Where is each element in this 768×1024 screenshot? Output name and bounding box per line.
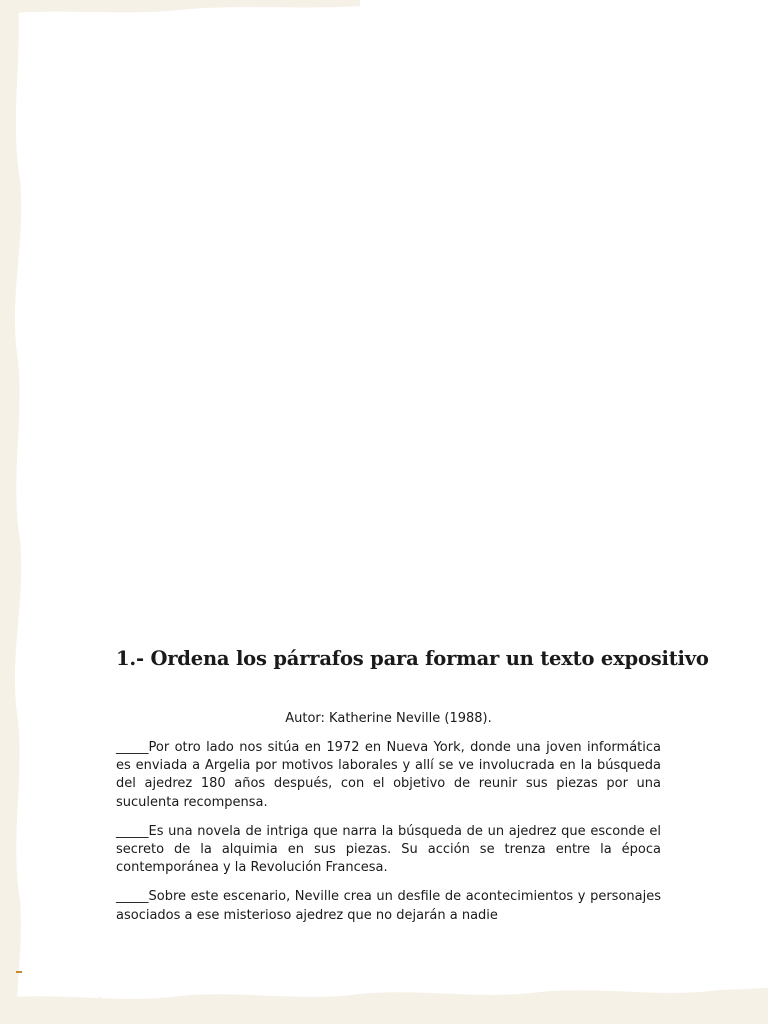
exercise-title: 1.- Ordena los párrafos para formar un texto expositivo	[116, 647, 709, 670]
paragraph-text: Es una novela de intriga que narra la búsqueda de un ajedrez que esconde el secreto de la alquimia en sus piezas. Su acción se trenza entre la época contemporánea y la Revolución Francesa.	[116, 823, 661, 876]
paragraph-1	[116, 739, 661, 812]
exercise-section	[116, 644, 709, 925]
paragraph-text: Por otro lado nos sitúa en 1972 en Nueva York, donde una joven informática es enviada a Argelia por motivos laborales y allí se ve involucrada en la búsqueda del ajedrez 180 años después, con el objetivo de reunir sus piezas por una suculenta recompensa.	[116, 740, 661, 810]
paragraph-3	[116, 888, 661, 924]
author-line: Autor: Katherine Neville (1988).	[285, 711, 492, 726]
answer-blank[interactable]: _____	[116, 823, 149, 839]
corner-dash-mark	[16, 971, 22, 973]
paragraph-2	[116, 823, 661, 878]
paragraph-text: Sobre este escenario, Neville crea un desfile de acontecimientos y personajes asociados a ese misterioso ajedrez que no dejarán a nadie	[116, 889, 661, 923]
answer-blank[interactable]: _____	[116, 889, 149, 905]
answer-blank[interactable]: _____	[116, 740, 149, 755]
